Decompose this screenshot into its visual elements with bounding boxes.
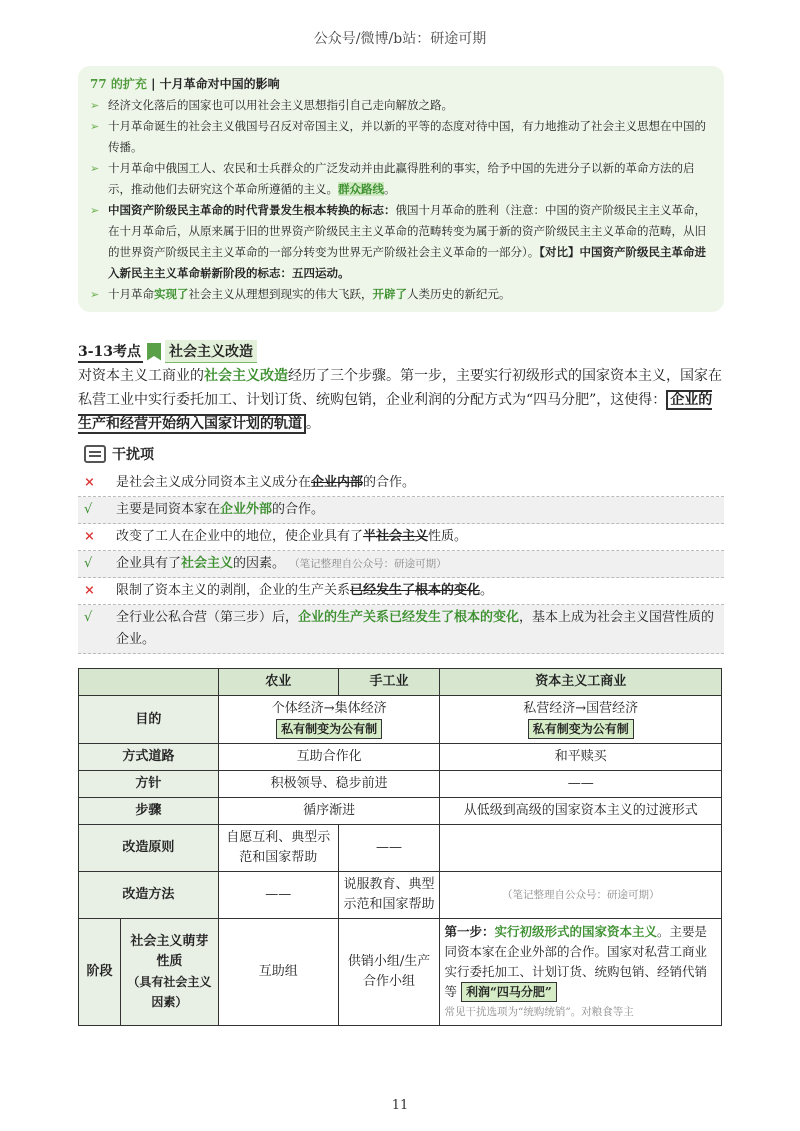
expansion-bullet: ➢ 十月革命中俄国工人、农民和士兵群众的广泛发动并由此赢得胜利的事实，给予中国的先进分子以新的革命方法的启示，推动他们去研究这个革命所遵循的主义。群众路线。 (90, 158, 712, 200)
contrast-note: 【对比】中国资产阶级民主革命进入新民主主义革命崭新阶段的标志：五四运动。 (108, 245, 706, 280)
cross-icon: × (84, 475, 95, 490)
notes-icon (84, 445, 106, 463)
section-title: 社会主义改造 (165, 340, 257, 363)
header-capitalist: 资本主义工商业 (440, 669, 722, 696)
expansion-bullet: ➢ 十月革命实现了社会主义从理想到现实的伟大飞跃，开辟了人类历史的新纪元。 (90, 284, 712, 305)
arrow-icon: ➢ (90, 120, 100, 133)
arrow-icon: ➢ (90, 288, 100, 301)
row-label: 步骤 (79, 798, 219, 825)
expansion-title-text: 十月革命对中国的影响 (159, 77, 280, 91)
header-handicraft: 手工业 (338, 669, 440, 696)
watermark-note: （笔记整理自公众号：研途可期） (440, 872, 722, 919)
bookmark-icon (147, 343, 161, 361)
expansion-box (78, 66, 724, 312)
interference-list (78, 470, 724, 654)
row-label: 目的 (79, 696, 219, 744)
table-row: 目的 个体经济→集体经济 私有制变为公有制 私营经济→国营经济 私有制变为公有制 (79, 696, 722, 744)
table-row: 方针 积极领导、稳步前进 —— (79, 771, 722, 798)
expansion-bullet: ➢ 经济文化落后的国家也可以用社会主义思想指引自己走向解放之路。 (90, 95, 712, 116)
watermark-note: （笔记整理自公众号：研途可期） (289, 558, 447, 570)
table-row (79, 669, 722, 696)
section-code: 3-13考点 (78, 341, 143, 363)
expansion-title: 77 的扩充 | 十月革命对中国的影响 (90, 77, 280, 91)
table-row: 改造方法 —— 说服教育、典型示范和国家帮助 （笔记整理自公众号：研途可期） (79, 872, 722, 919)
mass-line-highlight: 群众路线 (338, 182, 384, 196)
row-label: 方式道路 (79, 744, 219, 771)
arrow-icon: ➢ (90, 162, 100, 175)
table-row: 步骤 循序渐进 从低级到高级的国家资本主义的过渡形式 (79, 798, 722, 825)
table-row: 阶段 社会主义萌芽性质 （具有社会主义因素） 互助组 供销小组/生产合作小组 第一步：实行初级形式的国家资本主义。主要是同资本家在企业外部的合作。国家对私营工商业实行委托加工、计划订货、统购包销、经销代销等 利润“四马分肥” 常见干扰选项为“统购统销”。对粮食等主 (79, 919, 722, 1026)
row-label: 阶段 (79, 919, 121, 1026)
row-label: 方针 (79, 771, 219, 798)
interference-item: × 限制了资本主义的剥削，企业的生产关系已经发生了根本的变化。 (78, 578, 724, 605)
expansion-bullet: ➢ 十月革命诞生的社会主义俄国号召反对帝国主义，并以新的平等的态度对待中国，有力地推动了社会主义思想在中国的传播。 (90, 116, 712, 158)
header-agriculture: 农业 (218, 669, 338, 696)
ownership-pill: 私有制变为公有制 (528, 719, 634, 739)
table-row: 方式道路 互助合作化 和平赎买 (79, 744, 722, 771)
interference-item: × 改变了工人在企业中的地位，使企业具有了半社会主义性质。 (78, 524, 724, 551)
arrow-icon: ➢ (90, 204, 100, 217)
profit-pill: 利润“四马分肥” (461, 982, 557, 1002)
check-icon: √ (84, 610, 93, 625)
expansion-bullet: ➢ 中国资产阶级民主革命的时代背景发生根本转换的标志：俄国十月革命的胜利（注意：中国的资产阶级民主主义革命，在十月革命后，从原来属于旧的世界资产阶级民主主义革命的范畴转变为属于新的资产阶级民主主义革命的范畴，从旧的世界资产阶级民主主义革命的一部分转变为世界无产阶级社会主义革命的一部分）。【对比】中国资产阶级民主革命进入新民主主义革命崭新阶段的标志：五四运动。 (90, 200, 712, 284)
expansion-title-tag: 77 的扩充 (90, 77, 147, 91)
comparison-table (78, 668, 722, 1026)
interference-item: √ 企业具有了社会主义的因素。 （笔记整理自公众号：研途可期） (78, 551, 724, 578)
check-icon: √ (84, 556, 93, 571)
row-label: 改造原则 (79, 825, 219, 872)
check-icon: √ (84, 502, 93, 517)
page-number: 11 (391, 1098, 409, 1113)
interference-title: 干扰项 (84, 444, 154, 464)
cross-icon: × (84, 529, 95, 544)
ownership-pill: 私有制变为公有制 (276, 719, 382, 739)
cross-icon: × (84, 583, 95, 598)
interference-item: √ 全行业公私合营（第三步）后，企业的生产关系已经发生了根本的变化，基本上成为社会主义国营性质的企业。 (78, 605, 724, 654)
interference-item: × 是社会主义成分同资本主义成分在企业内部的合作。 (78, 470, 724, 497)
interference-item: √ 主要是同资本家在企业外部的合作。 (78, 497, 724, 524)
section-paragraph: 对资本主义工商业的社会主义改造经历了三个步骤。第一步，主要实行初级形式的国家资本主义，国家在私营工业中实行委托加工、计划订货、统购包销，企业利润的分配方式为“四马分肥”，这使得： 企业的生产和经营开始纳入国家计划的轨道 。 (78, 368, 722, 432)
table-row: 改造原则 自愿互利、典型示范和国家帮助 —— (79, 825, 722, 872)
page-header: 公众号/微博/b站：研途可期 (313, 31, 487, 47)
arrow-icon: ➢ (90, 99, 100, 112)
key-conclusion: 企业的生产和经营开始纳入国家计划的轨道 (78, 392, 713, 432)
row-label: 改造方法 (79, 872, 219, 919)
section-heading (78, 340, 257, 363)
